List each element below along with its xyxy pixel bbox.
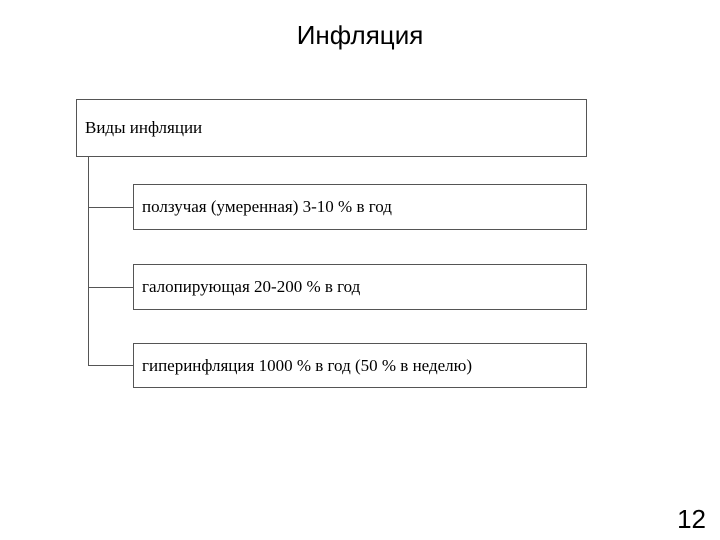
slide-title: Инфляция: [296, 20, 424, 50]
root-node-label: Виды инфляции: [85, 118, 203, 137]
child-node-galloping: [133, 264, 587, 310]
child-node-label: ползучая (умеренная) 3-10 % в год: [142, 197, 392, 216]
child-node-label: гиперинфляция 1000 % в год (50 % в неделю): [142, 355, 473, 375]
child-node-label: галопирующая 20-200 % в год: [142, 277, 361, 296]
child-node-creeping: [133, 184, 587, 230]
root-node: [76, 99, 587, 157]
child-node-hyperinflation: [133, 343, 587, 388]
page-number: 12: [677, 504, 706, 534]
